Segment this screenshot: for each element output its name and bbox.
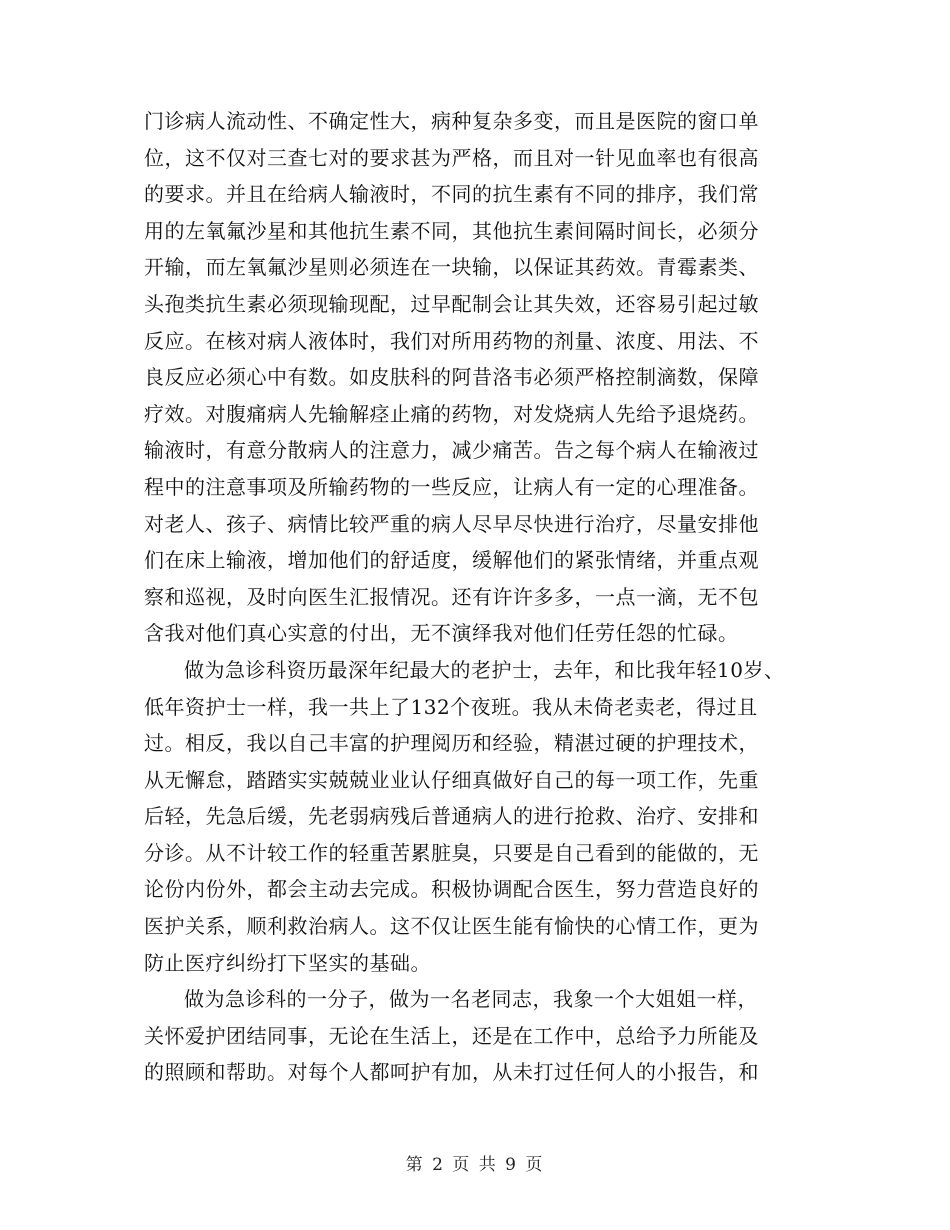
text-line: 察和巡视，及时向医生汇报情况。还有许许多多，一点一滴，无不包 (144, 584, 759, 609)
page-number-footer: 第 2 页 共 9 页 (405, 1155, 545, 1175)
text-line: 程中的注意事项及所输药物的一些反应，让病人有一定的心理准备。 (144, 474, 759, 499)
paragraph-start-line: 做为急诊科的一分子，做为一名老同志，我象一个大姐姐一样， (184, 987, 758, 1012)
text-line: 对老人、孩子、病情比较严重的病人尽早尽快进行治疗，尽量安排他 (144, 511, 759, 536)
text-line: 良反应必须心中有数。如皮肤科的阿昔洛韦必须严格控制滴数，保障 (144, 365, 759, 390)
text-line: 后轻，先急后缓，先老弱病残后普通病人的进行抢救、治疗、安排和 (144, 804, 759, 829)
text-line: 门诊病人流动性、不确定性大，病种复杂多变，而且是医院的窗口单 (144, 109, 759, 133)
text-line: 反应。在核对病人液体时，我们对所用药物的剂量、浓度、用法、不 (144, 328, 759, 353)
text-line: 头孢类抗生素必须现输现配，过早配制会让其失效，还容易引起过敏 (144, 291, 759, 316)
text-line: 防止医疗纠纷打下坚实的基础。 (144, 950, 431, 975)
body-text (144, 103, 824, 1091)
text-line: 疗效。对腹痛病人先输解痉止痛的药物，对发烧病人先给予退烧药。 (144, 401, 759, 426)
text-line: 位，这不仅对三查七对的要求甚为严格，而且对一针见血率也有很高 (144, 145, 759, 170)
text-line: 们在床上输液，增加他们的舒适度，缓解他们的紧张情绪，并重点观 (144, 548, 759, 573)
text-line: 过。相反，我以自己丰富的护理阅历和经验，精湛过硬的护理技术， (144, 731, 759, 756)
text-line: 从无懈怠，踏踏实实兢兢业业认仔细真做好自己的每一项工作，先重 (144, 767, 759, 792)
text-line: 的要求。并且在给病人输液时，不同的抗生素有不同的排序，我们常 (144, 182, 759, 207)
text-line: 用的左氧氟沙星和其他抗生素不同，其他抗生素间隔时间长，必须分 (144, 218, 759, 243)
text-line: 低年资护士一样，我一共上了132个夜班。我从未倚老卖老，得过且 (144, 694, 758, 719)
text-line: 分诊。从不计较工作的轻重苦累脏臭，只要是自己看到的能做的，无 (144, 840, 759, 865)
text-line: 医护关系，顺利救治病人。这不仅让医生能有愉快的心情工作，更为 (144, 914, 759, 939)
paragraph-start-line: 做为急诊科资历最深年纪最大的老护士，去年，和比我年轻10岁、 (184, 657, 785, 682)
text-line: 含我对他们真心实意的付出，无不演绎我对他们任劳任怨的忙碌。 (144, 621, 739, 646)
text-line: 论份内份外，都会主动去完成。积极协调配合医生，努力营造良好的 (144, 877, 759, 902)
text-line: 的照顾和帮助。对每个人都呵护有加，从未打过任何人的小报告，和 (144, 1060, 759, 1085)
text-line: 关怀爱护团结同事，无论在生活上，还是在工作中，总给予力所能及 (144, 1023, 759, 1048)
text-line: 开输，而左氧氟沙星则必须连在一块输，以保证其药效。青霉素类、 (144, 255, 759, 280)
text-line: 输液时，有意分散病人的注意力，减少痛苦。告之每个病人在输液过 (144, 438, 759, 463)
